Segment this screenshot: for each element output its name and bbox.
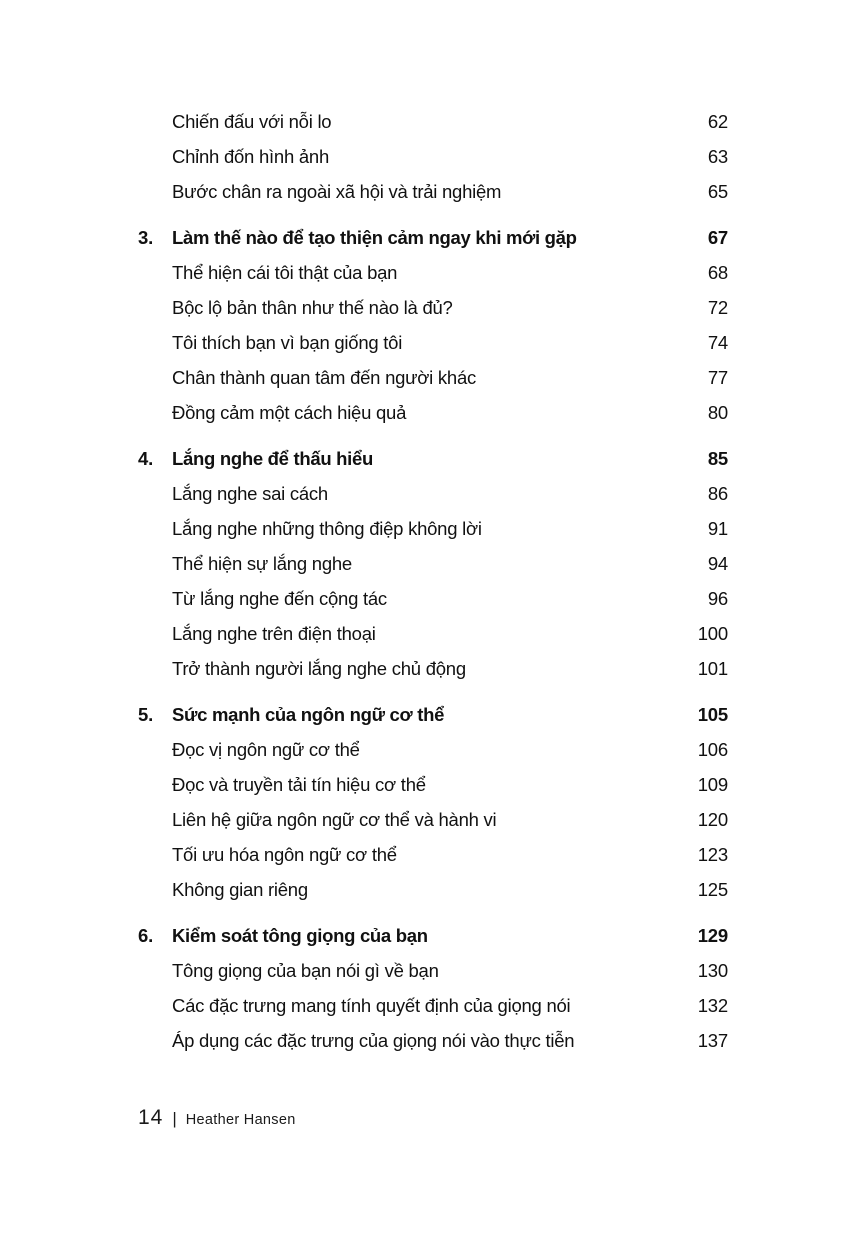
toc-page-number: 132: [697, 995, 728, 1016]
toc-chapter-row[interactable]: [138, 918, 728, 953]
toc-entry-row[interactable]: [138, 616, 728, 651]
footer-author-name: Heather Hansen: [185, 1112, 296, 1128]
toc-page-number: 123: [697, 844, 728, 865]
toc-chapter-title: Làm thế nào để tạo thiện cảm ngay khi mới gặp: [172, 227, 577, 248]
toc-page-number: 85: [707, 448, 728, 469]
toc-leader-dots: [374, 449, 693, 465]
toc-page-number: 63: [707, 146, 728, 167]
toc-leader-dots: [353, 554, 693, 570]
toc-entry-row[interactable]: [138, 651, 728, 686]
toc-chapter-title: Kiểm soát tông giọng của bạn: [172, 925, 428, 946]
toc-entry-title: Tôi thích bạn vì bạn giống tôi: [172, 332, 403, 353]
table-of-contents: [138, 104, 728, 1058]
toc-leader-dots: [407, 403, 693, 419]
toc-leader-dots: [429, 926, 693, 942]
toc-page-number: 106: [697, 739, 728, 760]
toc-entry-title: Liên hệ giữa ngôn ngữ cơ thể và hành vi: [172, 809, 497, 830]
toc-entry-title: Đồng cảm một cách hiệu quả: [172, 402, 407, 423]
toc-entry-title: Từ lắng nghe đến cộng tác: [172, 588, 387, 609]
toc-entry-title: Thể hiện cái tôi thật của bạn: [172, 262, 398, 283]
toc-entry-row[interactable]: [138, 476, 728, 511]
toc-entry-title: Tông giọng của bạn nói gì về bạn: [172, 960, 439, 981]
toc-chapter-number: 3.: [138, 227, 154, 248]
toc-entry-row[interactable]: [138, 1023, 728, 1058]
toc-leader-dots: [502, 182, 693, 198]
toc-page-number: 65: [707, 181, 728, 202]
toc-entry-title: Không gian riêng: [172, 879, 308, 900]
toc-entry-row[interactable]: [138, 953, 728, 988]
toc-entry-row[interactable]: [138, 802, 728, 837]
toc-page-number: 77: [707, 367, 728, 388]
toc-leader-dots: [445, 705, 693, 721]
toc-entry-title: Lắng nghe những thông điệp không lời: [172, 518, 482, 539]
footer-page-number: 14: [138, 1106, 164, 1129]
toc-entry-row[interactable]: [138, 325, 728, 360]
toc-chapter-row[interactable]: [138, 441, 728, 476]
toc-page-number: 125: [697, 879, 728, 900]
toc-leader-dots: [361, 740, 693, 756]
toc-page-number: 137: [697, 1030, 728, 1051]
toc-entry-row[interactable]: [138, 174, 728, 209]
toc-leader-dots: [377, 624, 693, 640]
toc-leader-dots: [477, 368, 693, 384]
toc-page-number: 67: [707, 227, 728, 248]
toc-entry-title: Trở thành người lắng nghe chủ động: [172, 658, 466, 679]
toc-entry-row[interactable]: [138, 139, 728, 174]
toc-entry-row[interactable]: [138, 290, 728, 325]
toc-entry-title: Các đặc trưng mang tính quyết định của giọng nói: [172, 995, 571, 1016]
toc-entry-title: Bộc lộ bản thân như thế nào là đủ?: [172, 297, 453, 318]
toc-page-number: 120: [697, 809, 728, 830]
toc-page-number: 74: [707, 332, 728, 353]
toc-entry-title: Lắng nghe sai cách: [172, 483, 328, 504]
toc-page-number: 105: [697, 704, 728, 725]
toc-leader-dots: [309, 880, 693, 896]
toc-entry-title: Chiến đấu với nỗi lo: [172, 111, 332, 132]
toc-page-number: 129: [697, 925, 728, 946]
toc-entry-row[interactable]: [138, 511, 728, 546]
toc-entry-row[interactable]: [138, 104, 728, 139]
toc-entry-title: Chân thành quan tâm đến người khác: [172, 367, 477, 388]
toc-leader-dots: [467, 659, 693, 675]
toc-entry-title: Đọc vị ngôn ngữ cơ thể: [172, 739, 360, 760]
toc-page-number: 86: [707, 483, 728, 504]
toc-entry-row[interactable]: [138, 581, 728, 616]
toc-page-number: 100: [697, 623, 728, 644]
toc-entry-title: Tối ưu hóa ngôn ngữ cơ thể: [172, 844, 397, 865]
toc-leader-dots: [398, 845, 693, 861]
toc-entry-title: Áp dụng các đặc trưng của giọng nói vào thực tiễn: [172, 1030, 575, 1051]
page-footer: [138, 1106, 296, 1130]
toc-page-number: 91: [707, 518, 728, 539]
toc-chapter-row[interactable]: [138, 220, 728, 255]
toc-chapter-number: 6.: [138, 925, 154, 946]
toc-leader-dots: [329, 484, 693, 500]
toc-chapter-number: 4.: [138, 448, 154, 469]
toc-leader-dots: [440, 961, 693, 977]
toc-entry-row[interactable]: [138, 255, 728, 290]
toc-leader-dots: [427, 775, 693, 791]
toc-entry-row[interactable]: [138, 767, 728, 802]
toc-leader-dots: [403, 333, 693, 349]
toc-page-number: 80: [707, 402, 728, 423]
toc-page-number: 101: [697, 658, 728, 679]
toc-entry-title: Lắng nghe trên điện thoại: [172, 623, 376, 644]
toc-leader-dots: [578, 228, 693, 244]
toc-leader-dots: [483, 519, 693, 535]
toc-leader-dots: [575, 1031, 693, 1047]
toc-entry-title: Đọc và truyền tải tín hiệu cơ thể: [172, 774, 426, 795]
toc-leader-dots: [454, 298, 693, 314]
toc-chapter-title: Sức mạnh của ngôn ngữ cơ thể: [172, 704, 445, 725]
toc-entry-row[interactable]: [138, 837, 728, 872]
toc-leader-dots: [332, 112, 693, 128]
toc-entry-row[interactable]: [138, 546, 728, 581]
toc-entry-row[interactable]: [138, 395, 728, 430]
toc-page-number: 68: [707, 262, 728, 283]
footer-separator: |: [172, 1109, 177, 1128]
toc-leader-dots: [398, 263, 693, 279]
toc-chapter-title: Lắng nghe để thấu hiểu: [172, 448, 374, 469]
toc-page-number: 72: [707, 297, 728, 318]
toc-chapter-row[interactable]: [138, 697, 728, 732]
toc-leader-dots: [497, 810, 693, 826]
toc-entry-title: Bước chân ra ngoài xã hội và trải nghiệm: [172, 181, 502, 202]
toc-entry-row[interactable]: [138, 732, 728, 767]
toc-entry-title: Chỉnh đốn hình ảnh: [172, 146, 329, 167]
toc-entry-row[interactable]: [138, 360, 728, 395]
toc-page-number: 94: [707, 553, 728, 574]
toc-page-number: 109: [697, 774, 728, 795]
toc-page-number: 130: [697, 960, 728, 981]
toc-page-number: 96: [707, 588, 728, 609]
toc-entry-title: Thể hiện sự lắng nghe: [172, 553, 352, 574]
toc-entry-row[interactable]: [138, 988, 728, 1023]
toc-leader-dots: [330, 147, 693, 163]
toc-page-number: 62: [707, 111, 728, 132]
toc-leader-dots: [571, 996, 693, 1012]
toc-entry-row[interactable]: [138, 872, 728, 907]
toc-chapter-number: 5.: [138, 704, 154, 725]
toc-leader-dots: [388, 589, 693, 605]
